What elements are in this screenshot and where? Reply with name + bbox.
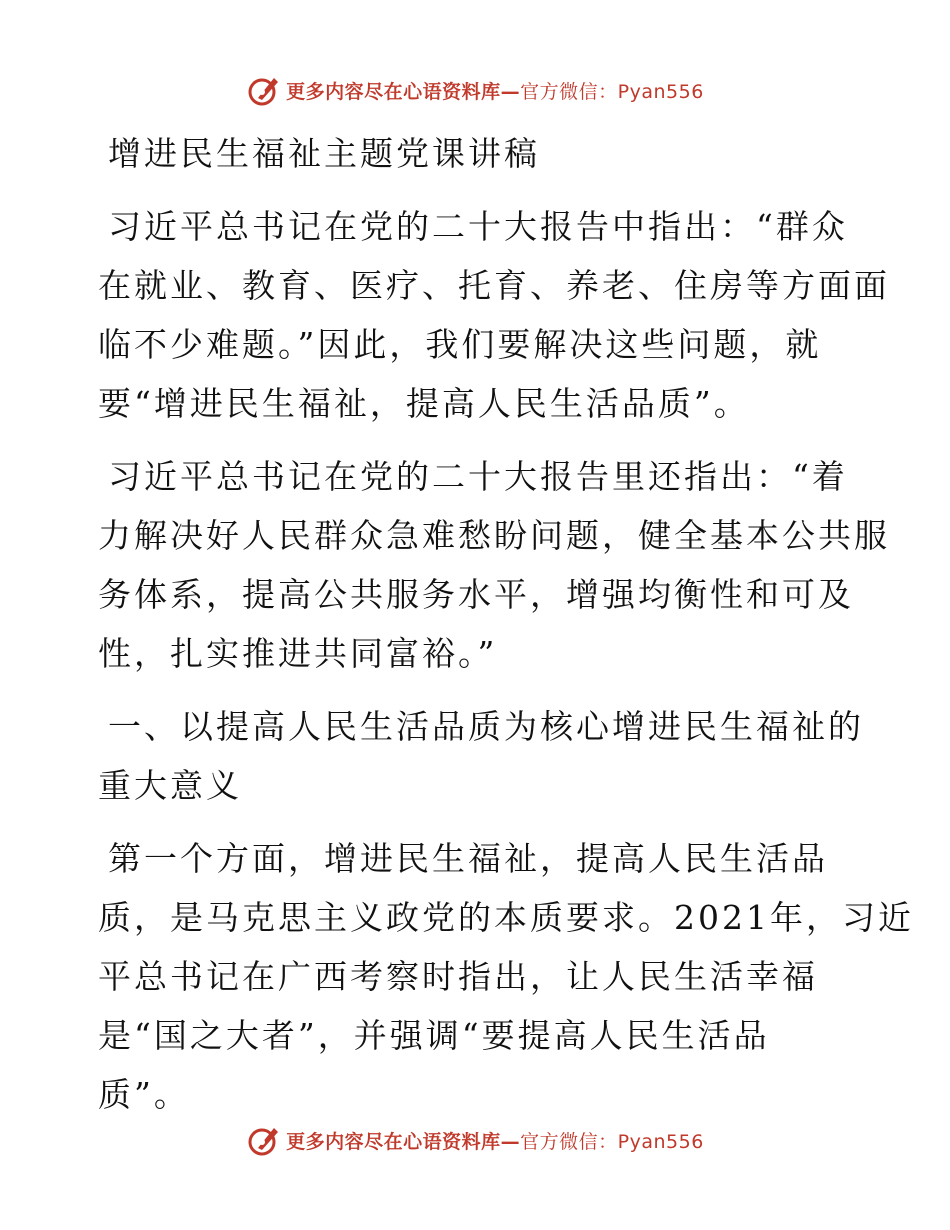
text-line: 要“增进民生福祉，提高人民生活品质”。	[98, 384, 750, 423]
text-line: 在就业、教育、医疗、托育、养老、住房等方面面	[98, 266, 890, 305]
text-line: 重大意义	[98, 766, 242, 805]
text-line: 质，是马克思主义政党的本质要求。2021年，习近	[98, 898, 914, 937]
paragraph	[98, 829, 914, 1124]
banner-text: 更多内容尽在心语资料库—	[286, 80, 521, 103]
text-line: 务体系，提高公共服务水平，增强均衡性和可及	[98, 575, 854, 614]
text-line: 习近平总书记在党的二十大报告中指出：“群众	[108, 207, 848, 246]
banner-wechat: 官方微信：Pyan556	[520, 80, 704, 103]
text-line: 临不少难题。”因此，我们要解决这些问题，就	[98, 325, 822, 364]
text-line: 是“国之大者”，并强调“要提高人民生活品	[98, 1016, 770, 1055]
text-line: 性，扎实推进共同富裕。”	[98, 634, 498, 673]
paragraph	[98, 197, 890, 433]
footer-banner	[0, 1120, 950, 1160]
text-line: 力解决好人民群众急难愁盼问题，健全基本公共服	[98, 516, 890, 555]
pen-nib-logo-icon	[246, 72, 282, 108]
pen-nib-logo-icon	[246, 1122, 282, 1158]
header-banner	[0, 70, 950, 110]
text-line: 习近平总书记在党的二十大报告里还指出：“着	[108, 457, 848, 496]
banner-text: 更多内容尽在心语资料库—	[286, 1130, 521, 1153]
text-line: 一、以提高人民生活品质为核心增进民生福祉的	[108, 707, 864, 746]
section-heading	[98, 697, 864, 815]
paragraph	[98, 447, 890, 683]
text-line: 第一个方面，增进民生福祉，提高人民生活品	[108, 839, 828, 878]
text-line: 平总书记在广西考察时指出，让人民生活幸福	[98, 957, 818, 996]
text-line: 质”。	[98, 1075, 190, 1114]
banner-wechat: 官方微信：Pyan556	[520, 1130, 704, 1153]
document-body	[98, 124, 914, 1138]
document-title: 增进民生福祉主题党课讲稿	[108, 134, 540, 173]
